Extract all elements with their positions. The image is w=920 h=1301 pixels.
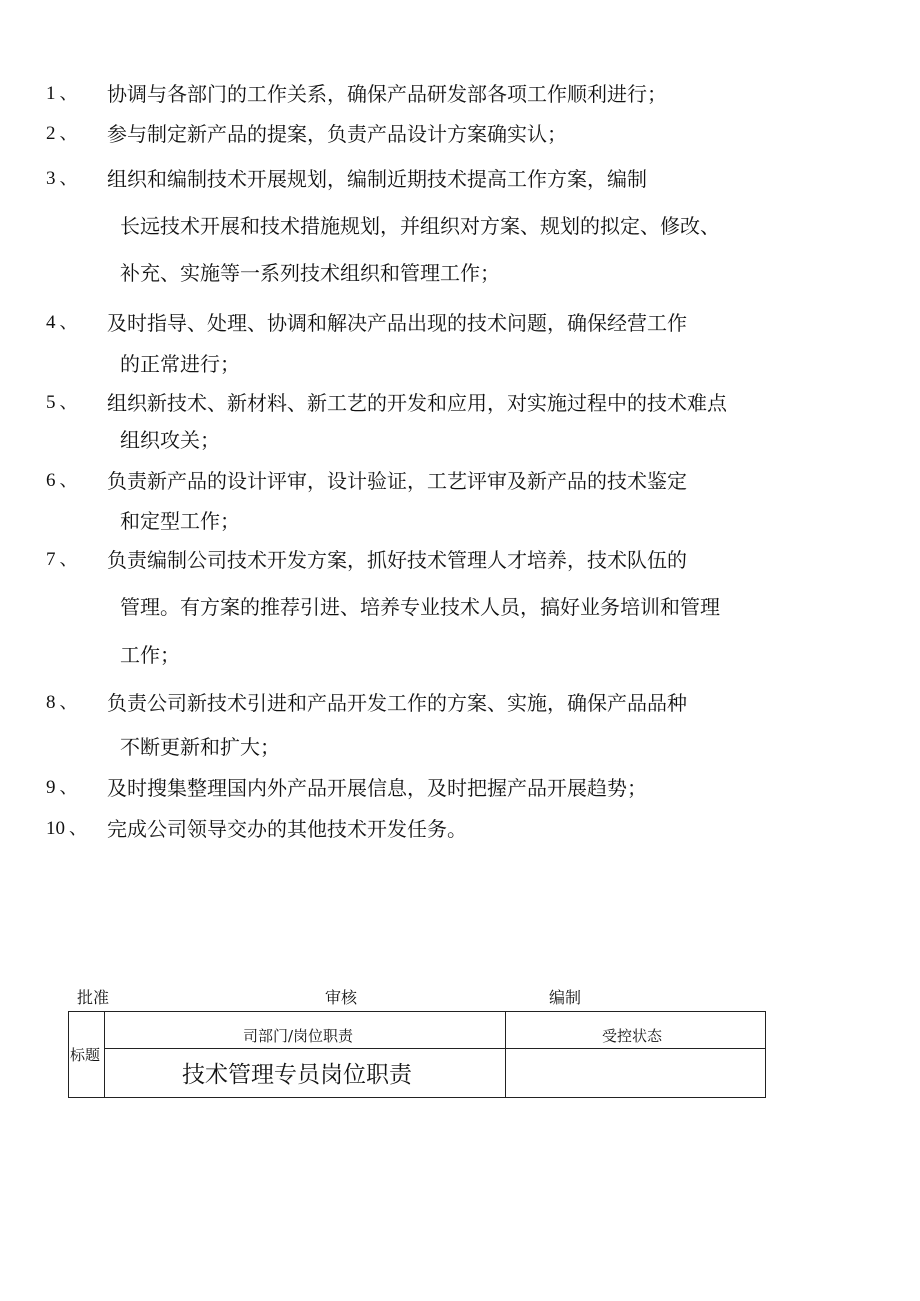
table-border-bottom (68, 1097, 766, 1098)
approve-label: 批准 (77, 988, 110, 1007)
table-border-top (68, 1011, 766, 1012)
duty-text-continued: 和定型工作； (120, 509, 240, 533)
duty-text: 组织新技术、新材料、新工艺的开发和应用，对实施过程中的技术难点 (107, 391, 727, 415)
table-row-divider (104, 1048, 766, 1049)
duty-text: 及时指导、处理、协调和解决产品出现的技术问题，确保经营工作 (107, 311, 687, 335)
control-status-header: 受控状态 (602, 1027, 663, 1045)
review-label: 审核 (325, 988, 358, 1007)
duty-text-continued: 的正常进行； (120, 352, 240, 376)
duty-text: 完成公司领导交办的其他技术开发任务。 (107, 817, 467, 841)
table-border-right (765, 1011, 766, 1098)
table-border-left (68, 1011, 69, 1098)
duty-text: 组织和编制技术开展规划，编制近期技术提高工作方案，编制 (107, 167, 647, 191)
duty-text: 及时搜集整理国内外产品开展信息，及时把握产品开展趋势； (107, 776, 647, 800)
duty-number: 3 、 (46, 168, 78, 189)
duty-text: 负责编制公司技术开发方案，抓好技术管理人才培养，技术队伍的 (107, 548, 687, 572)
department-duty-header: 司部门/岗位职责 (243, 1027, 354, 1045)
duty-text: 负责新产品的设计评审，设计验证，工艺评审及新产品的技术鉴定 (107, 469, 687, 493)
duty-number: 9 、 (46, 777, 78, 798)
duty-text: 协调与各部门的工作关系，确保产品研发部各项工作顺利进行； (107, 82, 667, 106)
duty-number: 7 、 (46, 549, 78, 570)
document-title: 技术管理专员岗位职责 (182, 1062, 412, 1088)
duty-text: 参与制定新产品的提案，负责产品设计方案确实认； (107, 122, 567, 146)
table-column-divider (505, 1011, 506, 1098)
duty-text-continued: 组织攻关； (120, 428, 220, 452)
duty-text-continued: 长远技术开展和技术措施规划，并组织对方案、规划的拟定、修改、 (120, 214, 720, 238)
duty-text-continued: 补充、实施等一系列技术组织和管理工作； (120, 261, 500, 285)
duty-number: 10 、 (46, 818, 87, 839)
table-column-divider (104, 1011, 105, 1098)
duty-number: 6 、 (46, 470, 78, 491)
duty-text-continued: 不断更新和扩大； (120, 735, 280, 759)
title-label: 标题 (70, 1046, 101, 1064)
duty-number: 4 、 (46, 312, 78, 333)
duty-text-continued: 管理。有方案的推荐引进、培养专业技术人员，搞好业务培训和管理 (120, 595, 720, 619)
duty-number: 2 、 (46, 123, 78, 144)
duty-text-continued: 工作； (120, 643, 180, 667)
compile-label: 编制 (549, 988, 582, 1007)
duty-number: 5 、 (46, 392, 78, 413)
duty-text: 负责公司新技术引进和产品开发工作的方案、实施，确保产品品种 (107, 691, 687, 715)
duty-number: 8 、 (46, 692, 78, 713)
duty-number: 1 、 (46, 83, 78, 104)
